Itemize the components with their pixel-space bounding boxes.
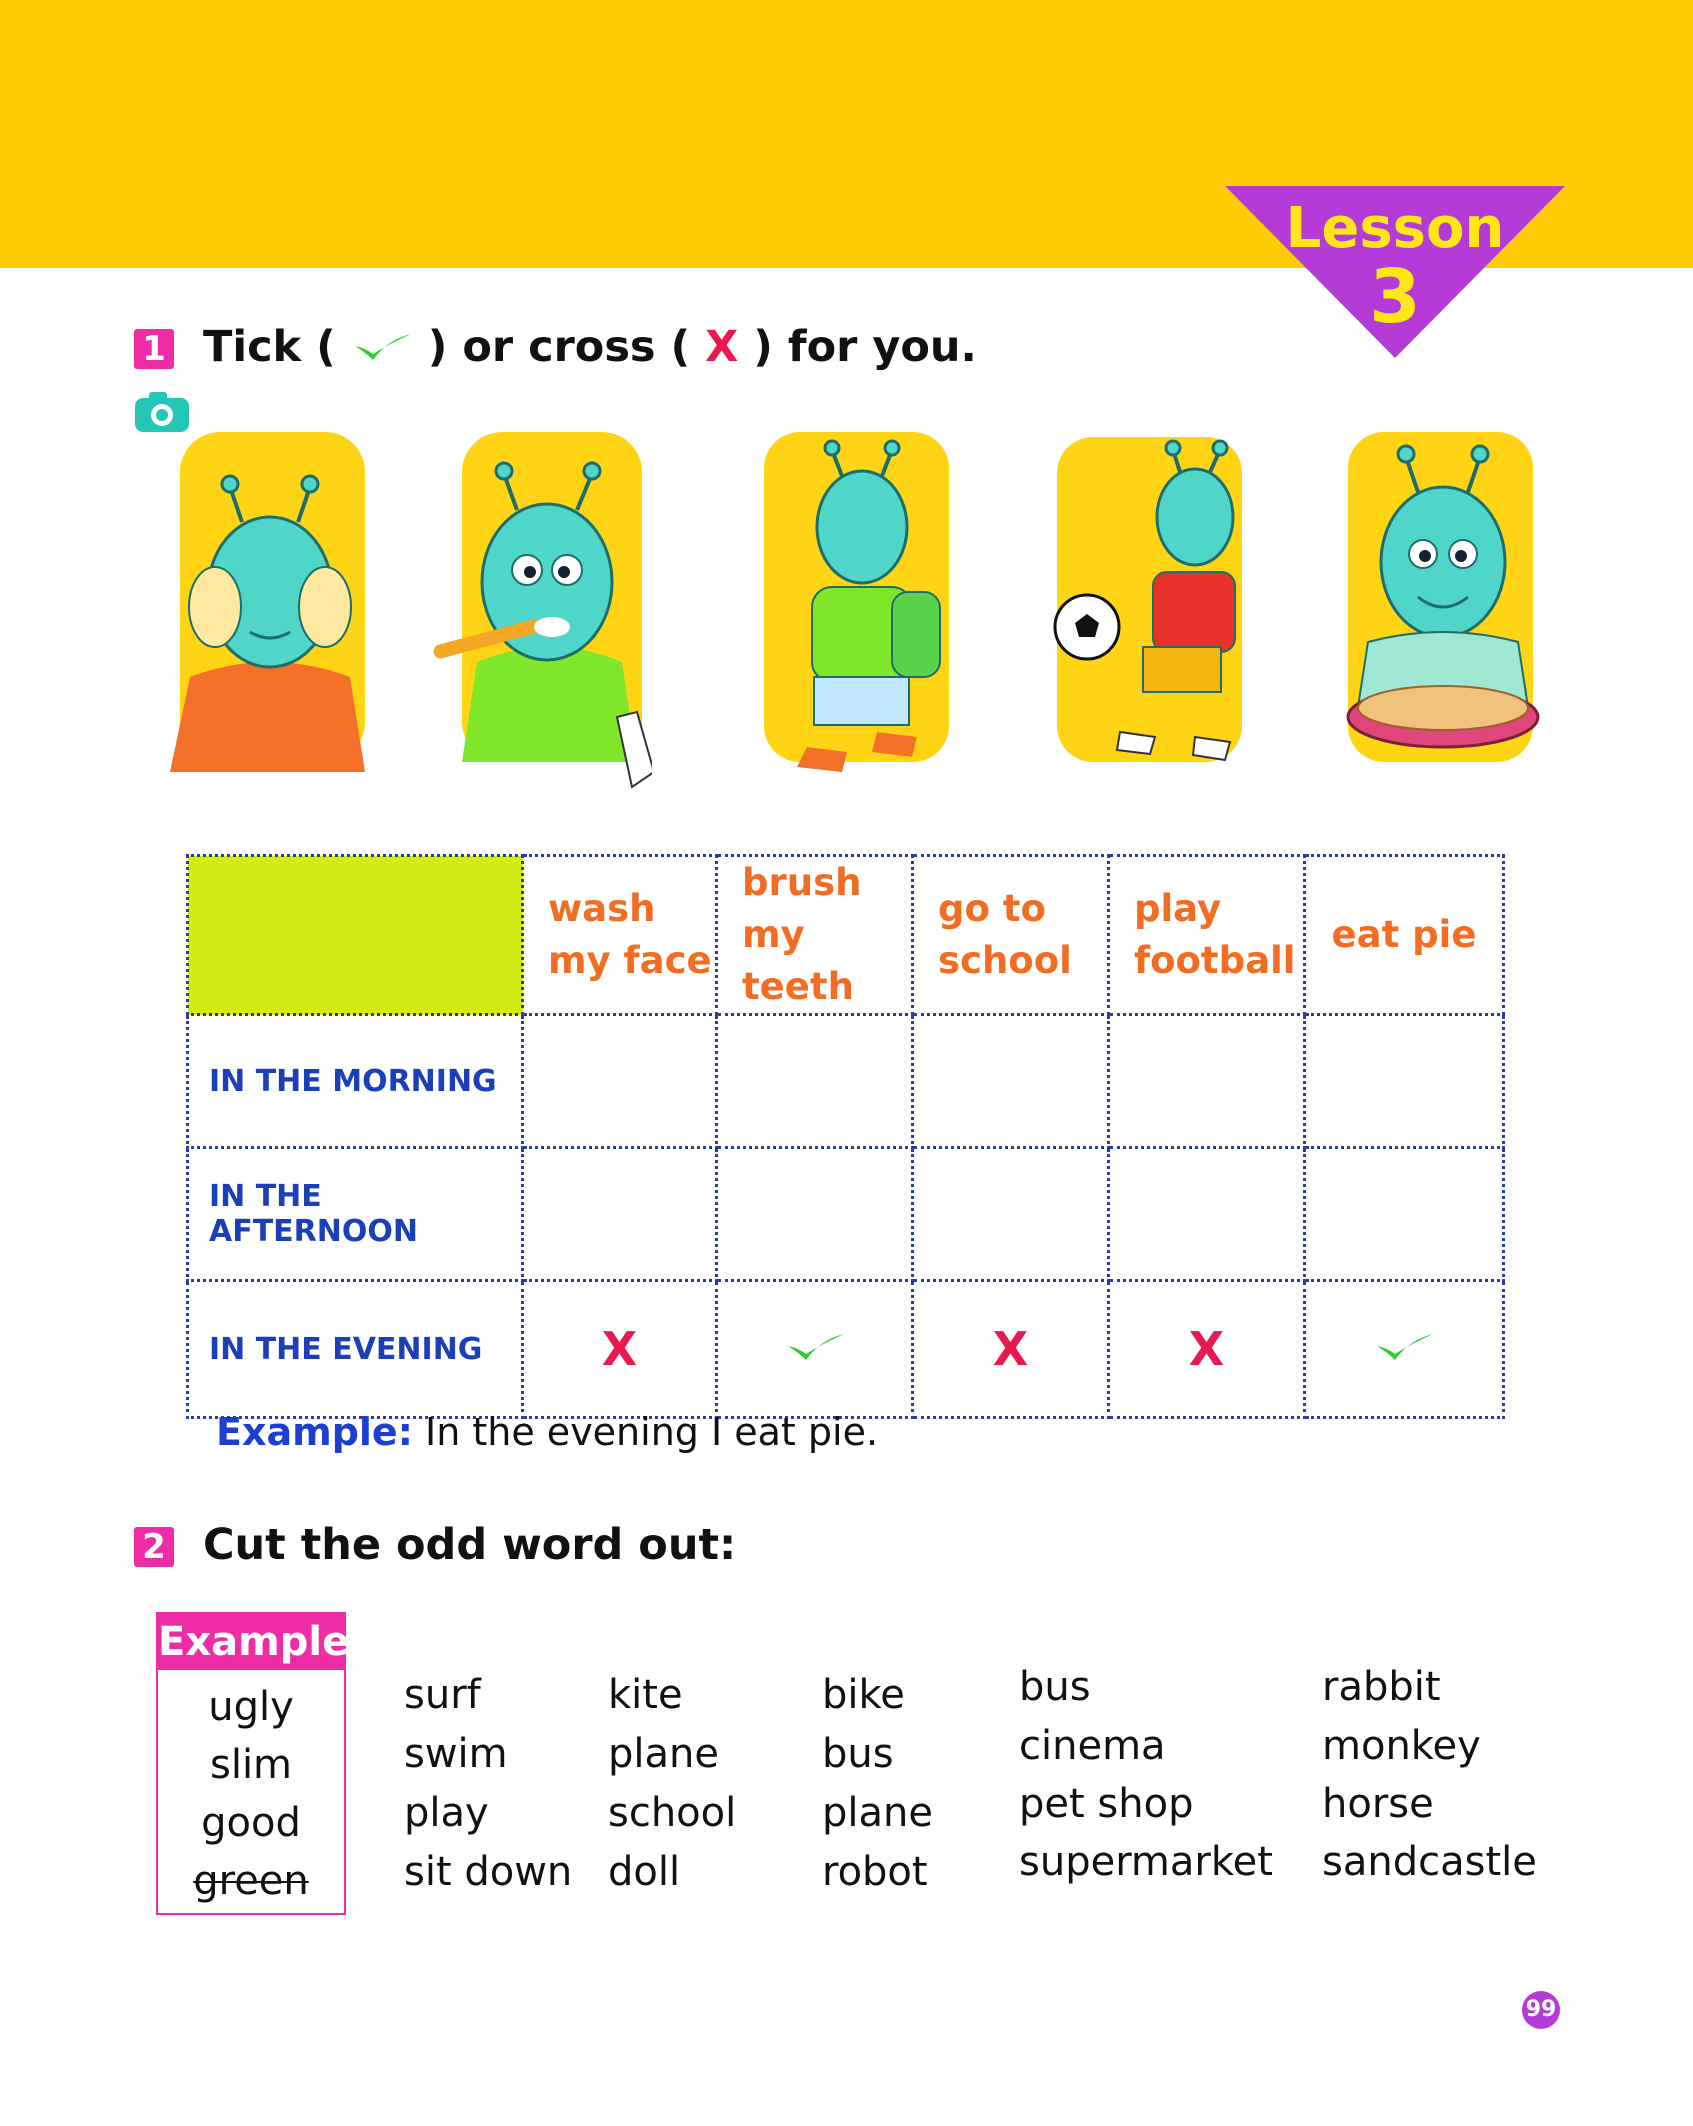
example-text: In the evening I eat pie. [425, 1410, 879, 1454]
example-word: ugly [208, 1684, 294, 1730]
word-item[interactable]: rabbit [1322, 1664, 1441, 1710]
word-item[interactable]: play [404, 1790, 489, 1836]
word-item[interactable]: bike [822, 1672, 905, 1718]
example-box-label: Example [158, 1614, 344, 1670]
word-item[interactable]: sit down [404, 1849, 573, 1895]
tick-cell[interactable] [717, 1148, 913, 1281]
task1-title [203, 322, 977, 375]
tick-cell[interactable] [1109, 1281, 1305, 1418]
tick-icon [784, 1330, 846, 1364]
word-item[interactable]: supermarket [1019, 1839, 1273, 1885]
lesson-word: Lesson [1285, 196, 1505, 261]
picture-wash-face [160, 432, 380, 772]
row-label: IN THE EVENING [188, 1281, 523, 1418]
tick-cell[interactable] [913, 1015, 1109, 1148]
word-item[interactable]: plane [822, 1790, 933, 1836]
word-item[interactable]: surf [404, 1672, 481, 1718]
column-header: go to school [913, 856, 1109, 1015]
cross-symbol: X [705, 322, 739, 372]
table-header-row [188, 856, 1504, 1015]
word-item[interactable]: sandcastle [1322, 1839, 1537, 1885]
tick-cell[interactable] [717, 1015, 913, 1148]
example-word: good [201, 1800, 301, 1846]
tick-cell[interactable] [717, 1281, 913, 1418]
example-sentence [216, 1410, 878, 1454]
example-label: Example: [216, 1410, 413, 1454]
task1-number: 1 [134, 329, 174, 369]
camera-icon [133, 390, 191, 434]
picture-brush-teeth [432, 432, 652, 792]
word-item[interactable]: bus [822, 1731, 894, 1777]
tick-icon [1373, 1330, 1435, 1364]
lesson-badge [1225, 186, 1565, 358]
tick-cell[interactable] [1109, 1015, 1305, 1148]
column-header: brush my teeth [717, 856, 913, 1015]
tick-cell[interactable] [1109, 1148, 1305, 1281]
tick-cell[interactable] [913, 1148, 1109, 1281]
task1-title-middle: ) or cross ( [427, 322, 691, 372]
word-item[interactable]: monkey [1322, 1723, 1481, 1769]
column-header: eat pie [1305, 856, 1504, 1015]
tick-cell[interactable] [1305, 1281, 1504, 1418]
struck-word: green [193, 1858, 309, 1904]
page-number: 99 [1522, 1991, 1560, 2029]
table-row [188, 1015, 1504, 1148]
tick-cell[interactable] [1305, 1015, 1504, 1148]
table-row [188, 1281, 1504, 1418]
word-item[interactable]: bus [1019, 1664, 1091, 1710]
table-corner [188, 856, 523, 1015]
tick-cell[interactable] [523, 1281, 717, 1418]
word-item[interactable]: robot [822, 1849, 928, 1895]
task1-title-before: Tick ( [203, 322, 336, 372]
task2-number: 2 [134, 1527, 174, 1567]
row-label: IN THE MORNING [188, 1015, 523, 1148]
word-item[interactable]: cinema [1019, 1723, 1166, 1769]
word-item[interactable]: doll [608, 1849, 681, 1895]
picture-eat-pie [1338, 432, 1558, 777]
column-header: wash my face [523, 856, 717, 1015]
tick-cell[interactable] [913, 1281, 1109, 1418]
task2-title: Cut the odd word out: [203, 1520, 737, 1570]
lesson-number: 3 [1369, 254, 1421, 340]
tick-cell[interactable] [1305, 1148, 1504, 1281]
column-header: play football [1109, 856, 1305, 1015]
table-row [188, 1148, 1504, 1281]
cross-mark: X [992, 1322, 1029, 1376]
word-item[interactable]: kite [608, 1672, 683, 1718]
picture-play-football [1025, 432, 1255, 772]
task1-title-after: ) for you. [753, 322, 977, 372]
word-item[interactable]: pet shop [1019, 1781, 1194, 1827]
example-word: slim [209, 1742, 293, 1788]
word-item[interactable]: plane [608, 1731, 719, 1777]
tick-cell[interactable] [523, 1148, 717, 1281]
activity-table [186, 854, 1505, 1419]
cross-mark: X [1188, 1322, 1225, 1376]
picture-go-to-school [752, 432, 962, 782]
tick-icon [351, 325, 413, 375]
word-item[interactable]: school [608, 1790, 737, 1836]
row-label: IN THE AFTERNOON [188, 1148, 523, 1281]
example-word-box [156, 1612, 350, 1915]
cross-mark: X [601, 1322, 638, 1376]
word-item[interactable]: horse [1322, 1781, 1434, 1827]
word-item[interactable]: swim [404, 1731, 508, 1777]
tick-cell[interactable] [523, 1015, 717, 1148]
